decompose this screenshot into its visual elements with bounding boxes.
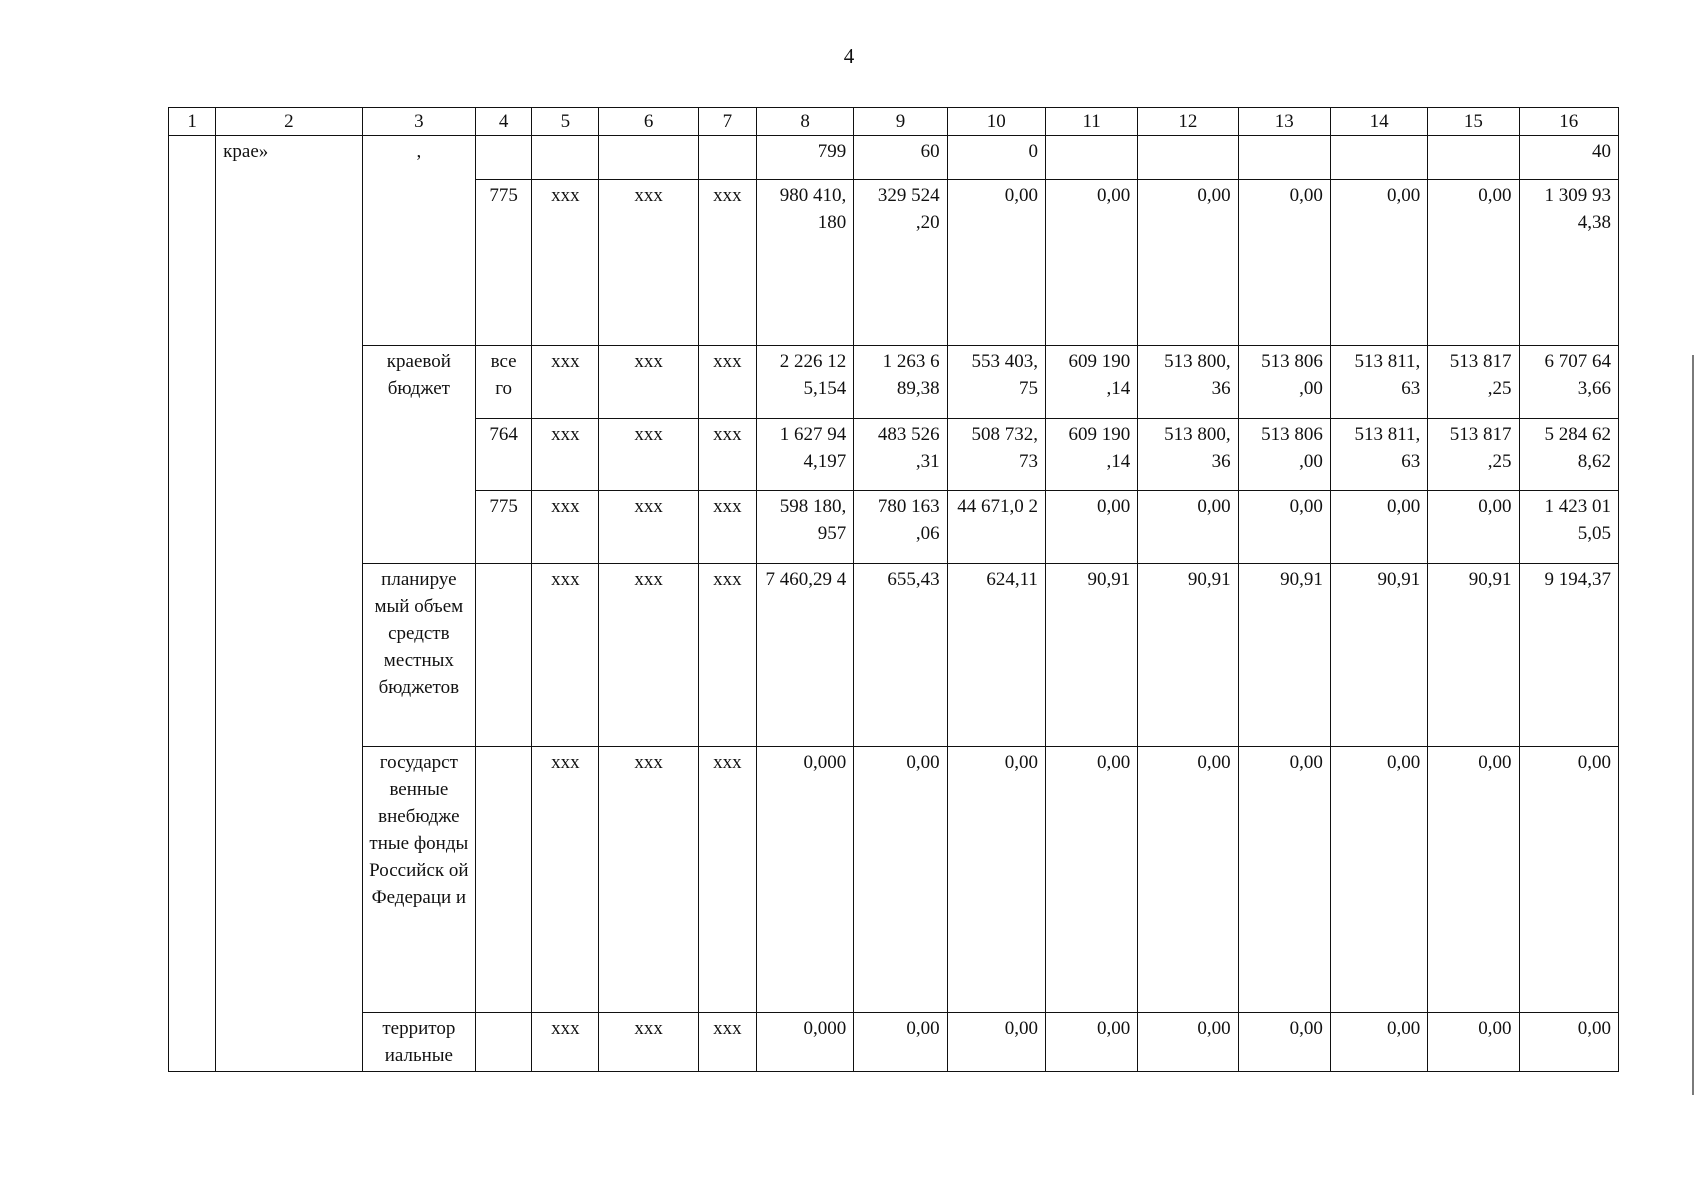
page-number: 4 [843,44,855,68]
code-cell: xxx [698,747,756,1013]
value-cell: 483 526 ,31 [854,419,947,491]
value-cell: 513 800, 36 [1138,419,1238,491]
value-cell: 60 [854,136,947,180]
code-cell [476,564,532,747]
scan-edge-line [1692,355,1694,1095]
code-cell: xxx [698,346,756,419]
funding-source-cell: государст венные внебюдже тные фонды Российск ой Федераци и [362,747,475,1013]
code-cell: xxx [698,180,756,346]
value-cell: 90,91 [1138,564,1238,747]
value-cell: 0,000 [756,747,853,1013]
value-cell: 0,00 [1428,1013,1519,1072]
value-cell: 598 180, 957 [756,491,853,564]
value-cell: 7 460,29 4 [756,564,853,747]
code-cell: 775 [476,491,532,564]
table-row [169,747,1619,1013]
code-cell: xxx [599,747,698,1013]
value-cell: 609 190 ,14 [1045,346,1137,419]
value-cell: 513 817 ,25 [1428,419,1519,491]
funding-source-cell: территор иальные [362,1013,475,1072]
column-header: 5 [532,108,599,136]
value-cell: 0,00 [1045,1013,1137,1072]
value-cell: 90,91 [1330,564,1427,747]
value-cell: 44 671,0 2 [947,491,1045,564]
value-cell [1138,136,1238,180]
value-cell: 0,00 [1238,180,1330,346]
code-cell: 775 [476,180,532,346]
code-cell: xxx [532,180,599,346]
value-cell: 1 423 01 5,05 [1519,491,1618,564]
value-cell: 508 732, 73 [947,419,1045,491]
value-cell: 513 811, 63 [1330,346,1427,419]
code-cell: xxx [532,1013,599,1072]
column-header: 16 [1519,108,1618,136]
value-cell: 780 163 ,06 [854,491,947,564]
value-cell: 0,00 [1428,180,1519,346]
column-header: 12 [1138,108,1238,136]
value-cell: 0,00 [1238,1013,1330,1072]
value-cell: 513 817 ,25 [1428,346,1519,419]
code-cell: xxx [532,491,599,564]
table-row [169,564,1619,747]
value-cell: 0,00 [854,747,947,1013]
code-cell: xxx [532,564,599,747]
code-cell [476,1013,532,1072]
value-cell: 0,00 [1138,747,1238,1013]
value-cell: 5 284 62 8,62 [1519,419,1618,491]
value-cell: 0,00 [1238,491,1330,564]
column-header: 6 [599,108,698,136]
code-cell [532,136,599,180]
value-cell [1045,136,1137,180]
value-cell: 0,00 [1138,491,1238,564]
code-cell: xxx [532,346,599,419]
value-cell: 0,00 [1138,180,1238,346]
code-cell: xxx [599,180,698,346]
value-cell: 2 226 12 5,154 [756,346,853,419]
code-cell: xxx [599,564,698,747]
code-cell: xxx [599,491,698,564]
code-cell: все го [476,346,532,419]
value-cell: 0,00 [1428,491,1519,564]
value-cell: 553 403, 75 [947,346,1045,419]
code-cell: xxx [532,419,599,491]
funding-source-cell: планируе мый объем средств местных бюджетов [362,564,475,747]
row-number-cell [169,136,216,1072]
code-cell: xxx [599,346,698,419]
value-cell: 0,00 [1330,180,1427,346]
code-cell: xxx [698,491,756,564]
value-cell: 0 [947,136,1045,180]
value-cell: 0,00 [1045,747,1137,1013]
funding-source-cell: , [362,136,475,346]
column-header: 8 [756,108,853,136]
funding-source-cell: краевой бюджет [362,346,475,564]
code-cell: xxx [698,1013,756,1072]
column-header: 9 [854,108,947,136]
value-cell: 9 194,37 [1519,564,1618,747]
value-cell: 0,00 [1519,1013,1618,1072]
value-cell: 0,00 [1330,1013,1427,1072]
value-cell: 329 524 ,20 [854,180,947,346]
value-cell: 0,00 [1330,491,1427,564]
value-cell: 0,00 [947,180,1045,346]
code-cell: xxx [698,419,756,491]
value-cell: 0,00 [1238,747,1330,1013]
code-cell: xxx [698,564,756,747]
value-cell: 0,00 [1138,1013,1238,1072]
value-cell: 513 806 ,00 [1238,346,1330,419]
value-cell: 90,91 [1428,564,1519,747]
code-cell: xxx [599,419,698,491]
code-cell: 764 [476,419,532,491]
value-cell: 1 263 6 89,38 [854,346,947,419]
value-cell: 90,91 [1045,564,1137,747]
value-cell [1238,136,1330,180]
value-cell: 40 [1519,136,1618,180]
value-cell: 0,00 [1045,491,1137,564]
column-header: 3 [362,108,475,136]
column-header: 7 [698,108,756,136]
value-cell: 90,91 [1238,564,1330,747]
program-name-cell: крае» [216,136,363,1072]
value-cell: 1 309 93 4,38 [1519,180,1618,346]
column-header: 15 [1428,108,1519,136]
value-cell: 0,00 [1519,747,1618,1013]
value-cell: 624,11 [947,564,1045,747]
table-row [169,136,1619,180]
value-cell: 0,00 [854,1013,947,1072]
column-header: 13 [1238,108,1330,136]
column-header: 14 [1330,108,1427,136]
budget-table [168,107,1619,1072]
value-cell: 513 806 ,00 [1238,419,1330,491]
code-cell: xxx [599,1013,698,1072]
value-cell: 513 800, 36 [1138,346,1238,419]
value-cell: 513 811, 63 [1330,419,1427,491]
value-cell: 609 190 ,14 [1045,419,1137,491]
table-row [169,1013,1619,1072]
value-cell: 6 707 64 3,66 [1519,346,1618,419]
value-cell: 980 410, 180 [756,180,853,346]
table-row [169,346,1619,419]
column-header: 10 [947,108,1045,136]
column-header: 1 [169,108,216,136]
value-cell: 0,00 [1330,747,1427,1013]
code-cell: xxx [532,747,599,1013]
value-cell: 799 [756,136,853,180]
column-number-row [169,108,1619,136]
value-cell: 1 627 94 4,197 [756,419,853,491]
column-header: 2 [216,108,363,136]
value-cell [1330,136,1427,180]
code-cell [599,136,698,180]
column-header: 4 [476,108,532,136]
value-cell: 0,00 [1045,180,1137,346]
code-cell [476,136,532,180]
value-cell: 0,00 [1428,747,1519,1013]
value-cell: 655,43 [854,564,947,747]
value-cell: 0,00 [947,1013,1045,1072]
column-header: 11 [1045,108,1137,136]
value-cell: 0,00 [947,747,1045,1013]
code-cell [476,747,532,1013]
value-cell [1428,136,1519,180]
value-cell: 0,000 [756,1013,853,1072]
code-cell [698,136,756,180]
